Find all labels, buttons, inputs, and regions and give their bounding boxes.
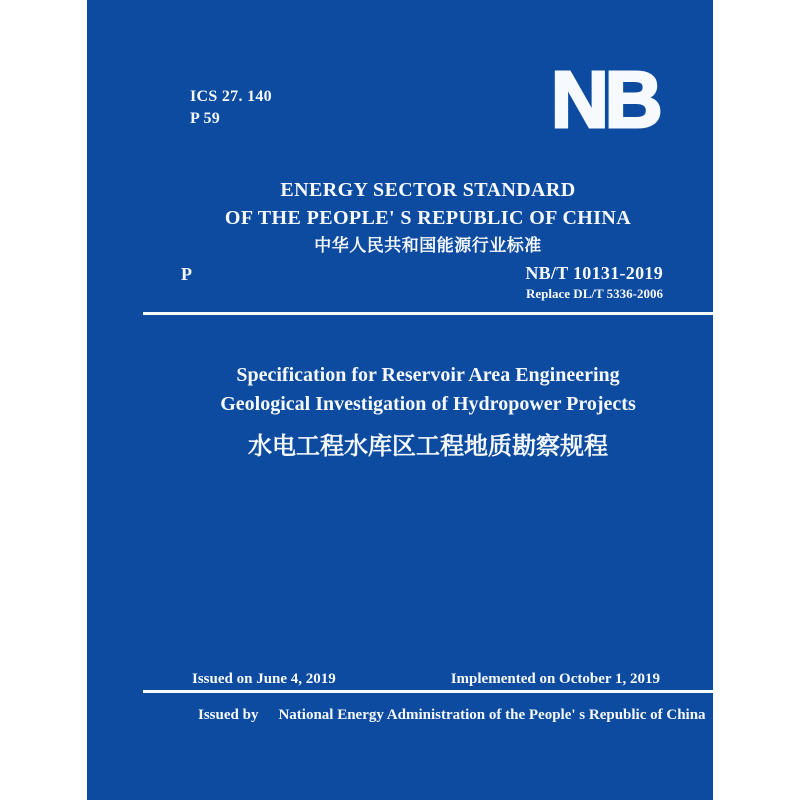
blue-cover: [87, 0, 713, 800]
standard-name-cn: 中华人民共和国能源行业标准: [314, 236, 542, 256]
replaces-note: Replace DL/T 5336-2006: [526, 286, 663, 301]
issued-by-row: [143, 707, 713, 724]
standard-number: NB/T 10131-2019: [525, 263, 663, 283]
p-mark: P: [181, 264, 192, 284]
ics-classification-block: [190, 86, 272, 130]
nb-logo: NB: [551, 55, 659, 144]
ics-code: ICS 27. 140: [190, 88, 272, 105]
issued-on-date: Issued on June 4, 2019: [192, 671, 336, 687]
implemented-on-date: Implemented on October 1, 2019: [450, 671, 660, 687]
standard-name-en: [143, 176, 713, 232]
top-divider-line: [143, 312, 713, 315]
standard-number-block: [525, 262, 663, 302]
title-cn: 水电工程水库区工程地质勘察规程: [248, 434, 608, 460]
title-en-line2: Geological Investigation of Hydropower Projects: [220, 393, 636, 415]
issued-by-label: Issued by: [198, 707, 259, 723]
standard-name-en-line2: OF THE PEOPLE' S REPUBLIC OF CHINA: [224, 207, 632, 229]
bottom-divider-line: [143, 690, 713, 693]
standard-name-en-line1: ENERGY SECTOR STANDARD: [280, 179, 576, 201]
dates-row: [143, 671, 713, 688]
title-en-line1: Specification for Reservoir Area Engineering: [236, 364, 620, 386]
issued-by-value: National Energy Administration of the People' s Republic of China: [278, 707, 706, 723]
doc-class-code: P 59: [190, 110, 221, 127]
